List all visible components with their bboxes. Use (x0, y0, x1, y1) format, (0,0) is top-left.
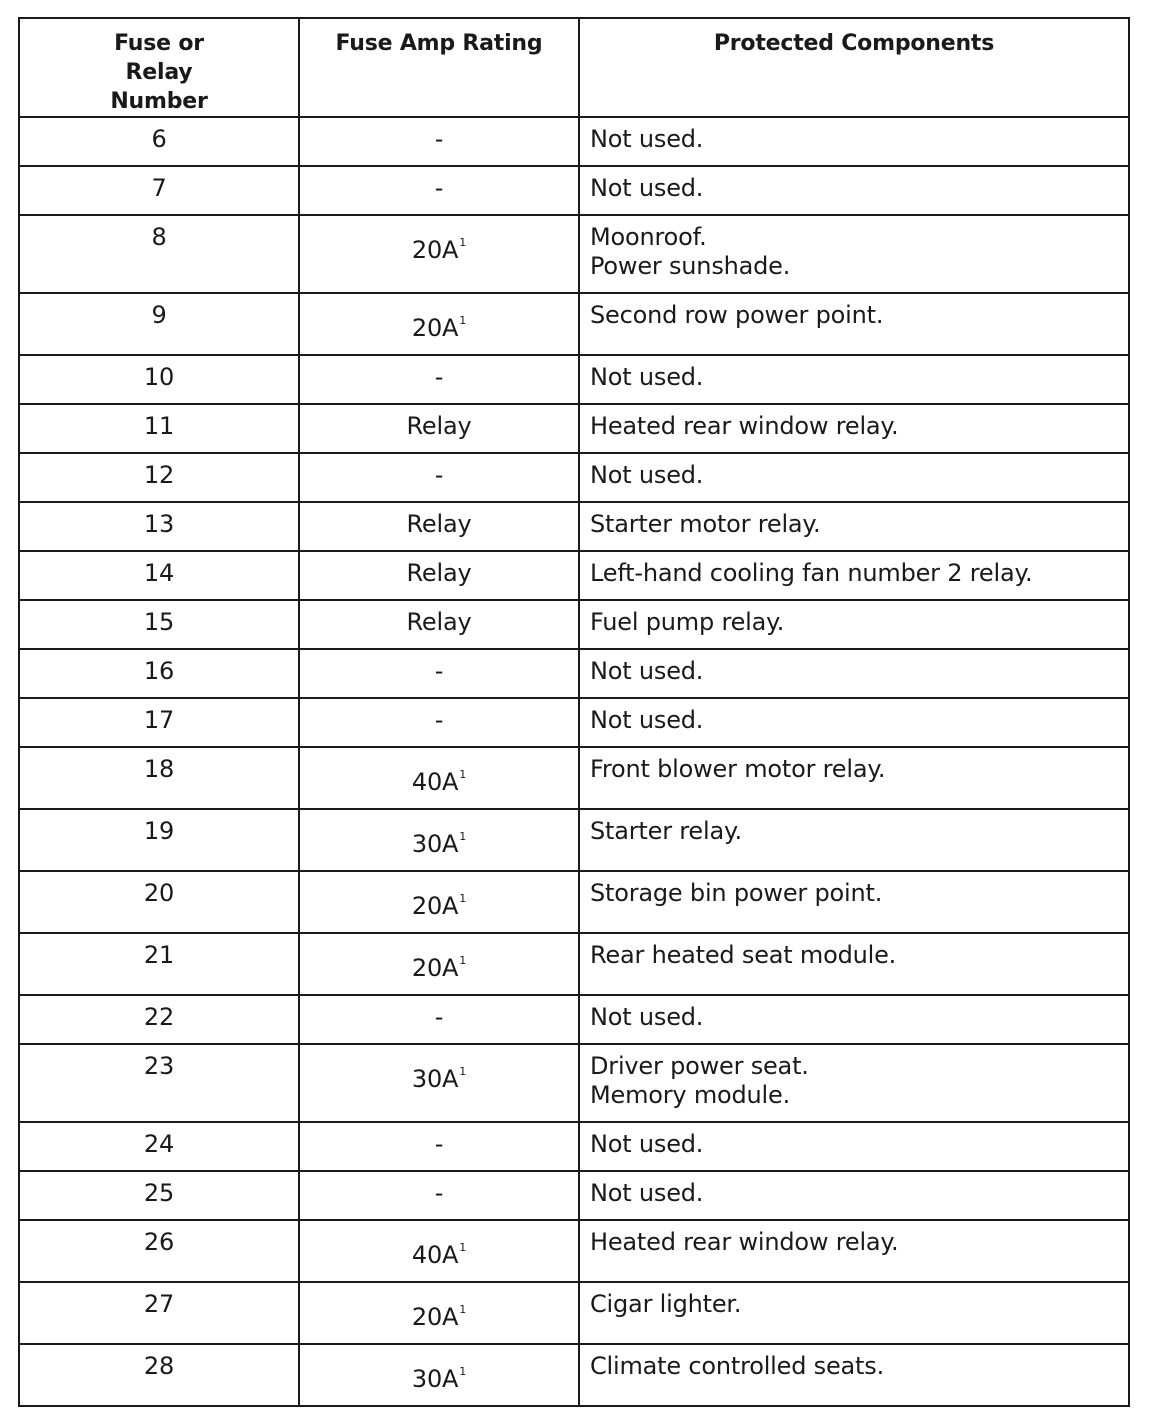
amp-rating-cell (299, 649, 579, 698)
table-row (19, 649, 1129, 698)
amp-rating-value: 20A (411, 314, 459, 342)
footnote-marker: 1 (459, 1065, 467, 1078)
header-fuse-amp-rating: Fuse Amp Rating (299, 18, 579, 117)
amp-rating-value: 40A (411, 1241, 459, 1269)
fuse-number-cell: 11 (19, 404, 299, 453)
table-row (19, 404, 1129, 453)
header-fuse-relay-number: Fuse or Relay Number (19, 18, 299, 117)
table-row (19, 600, 1129, 649)
footnote-marker: 1 (459, 1303, 467, 1316)
amp-rating-value: Relay (406, 608, 472, 636)
fuse-number-cell: 24 (19, 1122, 299, 1171)
table-row (19, 1344, 1129, 1406)
fuse-number-cell: 7 (19, 166, 299, 215)
component-text: Not used. (590, 657, 704, 685)
protected-components-cell (579, 453, 1129, 502)
amp-rating-value: - (434, 1179, 444, 1207)
table-row (19, 871, 1129, 933)
component-text: Not used. (590, 1130, 704, 1158)
amp-rating-value: 40A (411, 768, 459, 796)
amp-rating-value: 30A (411, 830, 459, 858)
protected-components-cell (579, 871, 1129, 933)
table-row (19, 995, 1129, 1044)
footnote-marker: 1 (459, 1365, 467, 1378)
component-text: Not used. (590, 125, 704, 153)
fuse-number-cell: 10 (19, 355, 299, 404)
amp-rating-cell (299, 355, 579, 404)
amp-rating-value: 20A (411, 236, 459, 264)
amp-rating-value: - (434, 461, 444, 489)
amp-rating-cell (299, 1220, 579, 1282)
fuse-number-cell: 21 (19, 933, 299, 995)
protected-components-cell (579, 600, 1129, 649)
protected-components-cell (579, 117, 1129, 166)
component-text: Heated rear window relay. (590, 412, 899, 440)
protected-components-cell (579, 1044, 1129, 1122)
table-row (19, 502, 1129, 551)
fuse-number-cell: 19 (19, 809, 299, 871)
fuse-number-cell: 9 (19, 293, 299, 355)
fuse-number-cell: 27 (19, 1282, 299, 1344)
protected-components-cell (579, 166, 1129, 215)
component-text: Fuel pump relay. (590, 608, 785, 636)
amp-rating-cell (299, 502, 579, 551)
component-text: Starter motor relay. (590, 510, 821, 538)
amp-rating-cell (299, 551, 579, 600)
fuse-number-cell: 8 (19, 215, 299, 293)
amp-rating-cell (299, 698, 579, 747)
protected-components-cell (579, 215, 1129, 293)
table-body (19, 117, 1129, 1406)
amp-rating-cell (299, 1344, 579, 1406)
fuse-number-cell: 28 (19, 1344, 299, 1406)
fuse-relay-table (18, 17, 1130, 1407)
component-text: Memory module. (590, 1081, 791, 1109)
amp-rating-value: - (434, 706, 444, 734)
fuse-number-cell: 15 (19, 600, 299, 649)
amp-rating-cell (299, 293, 579, 355)
component-text: Front blower motor relay. (590, 755, 886, 783)
amp-rating-cell (299, 453, 579, 502)
protected-components-cell (579, 1171, 1129, 1220)
footnote-marker: 1 (459, 954, 467, 967)
amp-rating-value: 20A (411, 954, 459, 982)
amp-rating-value: - (434, 125, 444, 153)
amp-rating-cell (299, 1171, 579, 1220)
fuse-number-cell: 12 (19, 453, 299, 502)
protected-components-cell (579, 502, 1129, 551)
table-row (19, 1171, 1129, 1220)
fuse-number-cell: 18 (19, 747, 299, 809)
amp-rating-cell (299, 166, 579, 215)
protected-components-cell (579, 995, 1129, 1044)
component-text: Starter relay. (590, 817, 742, 845)
amp-rating-cell (299, 747, 579, 809)
component-text: Second row power point. (590, 301, 884, 329)
table-row (19, 933, 1129, 995)
component-text: Moonroof. (590, 223, 707, 251)
amp-rating-cell (299, 215, 579, 293)
component-text: Cigar lighter. (590, 1290, 742, 1318)
table-row (19, 747, 1129, 809)
fuse-number-cell: 14 (19, 551, 299, 600)
component-text: Heated rear window relay. (590, 1228, 899, 1256)
amp-rating-cell (299, 1044, 579, 1122)
amp-rating-value: 30A (411, 1365, 459, 1393)
table-row (19, 1044, 1129, 1122)
fuse-number-cell: 13 (19, 502, 299, 551)
fuse-number-cell: 25 (19, 1171, 299, 1220)
amp-rating-cell (299, 933, 579, 995)
component-text: Not used. (590, 363, 704, 391)
protected-components-cell (579, 1282, 1129, 1344)
amp-rating-cell (299, 809, 579, 871)
component-text: Climate controlled seats. (590, 1352, 884, 1380)
table-row (19, 809, 1129, 871)
protected-components-cell (579, 1122, 1129, 1171)
amp-rating-value: 20A (411, 1303, 459, 1331)
component-text: Left-hand cooling fan number 2 relay. (590, 559, 1033, 587)
footnote-marker: 1 (459, 1241, 467, 1254)
table-row (19, 1282, 1129, 1344)
fuse-number-cell: 22 (19, 995, 299, 1044)
protected-components-cell (579, 1220, 1129, 1282)
footnote-marker: 1 (459, 314, 467, 327)
table-row (19, 1122, 1129, 1171)
amp-rating-value: 20A (411, 892, 459, 920)
component-text: Driver power seat. (590, 1052, 809, 1080)
header-protected-components: Protected Components (579, 18, 1129, 117)
protected-components-cell (579, 698, 1129, 747)
protected-components-cell (579, 747, 1129, 809)
table-row (19, 293, 1129, 355)
component-text: Storage bin power point. (590, 879, 883, 907)
footnote-marker: 1 (459, 830, 467, 843)
fuse-number-cell: 20 (19, 871, 299, 933)
table-row (19, 215, 1129, 293)
table-row (19, 166, 1129, 215)
amp-rating-cell (299, 600, 579, 649)
amp-rating-value: Relay (406, 412, 472, 440)
amp-rating-cell (299, 117, 579, 166)
component-text: Not used. (590, 174, 704, 202)
header-row (19, 18, 1129, 117)
table-row (19, 117, 1129, 166)
amp-rating-value: Relay (406, 559, 472, 587)
fuse-number-cell: 16 (19, 649, 299, 698)
fuse-number-cell: 26 (19, 1220, 299, 1282)
footnote-marker: 1 (459, 892, 467, 905)
amp-rating-cell (299, 1282, 579, 1344)
component-text: Rear heated seat module. (590, 941, 897, 969)
protected-components-cell (579, 809, 1129, 871)
amp-rating-cell (299, 1122, 579, 1171)
table-row (19, 698, 1129, 747)
amp-rating-cell (299, 404, 579, 453)
footnote-marker: 1 (459, 236, 467, 249)
fuse-number-cell: 17 (19, 698, 299, 747)
component-text: Not used. (590, 1179, 704, 1207)
table-row (19, 453, 1129, 502)
fuse-number-cell: 23 (19, 1044, 299, 1122)
amp-rating-value: - (434, 657, 444, 685)
table-row (19, 551, 1129, 600)
table-row (19, 355, 1129, 404)
component-text: Not used. (590, 1003, 704, 1031)
amp-rating-cell (299, 995, 579, 1044)
protected-components-cell (579, 551, 1129, 600)
footnote-marker: 1 (459, 768, 467, 781)
fuse-number-cell: 6 (19, 117, 299, 166)
amp-rating-value: 30A (411, 1065, 459, 1093)
amp-rating-value: - (434, 1130, 444, 1158)
amp-rating-value: Relay (406, 510, 472, 538)
amp-rating-value: - (434, 1003, 444, 1031)
protected-components-cell (579, 649, 1129, 698)
protected-components-cell (579, 355, 1129, 404)
amp-rating-cell (299, 871, 579, 933)
component-text: Not used. (590, 706, 704, 734)
protected-components-cell (579, 404, 1129, 453)
protected-components-cell (579, 933, 1129, 995)
protected-components-cell (579, 293, 1129, 355)
table-row (19, 1220, 1129, 1282)
component-text: Not used. (590, 461, 704, 489)
component-text: Power sunshade. (590, 252, 791, 280)
protected-components-cell (579, 1344, 1129, 1406)
amp-rating-value: - (434, 363, 444, 391)
amp-rating-value: - (434, 174, 444, 202)
